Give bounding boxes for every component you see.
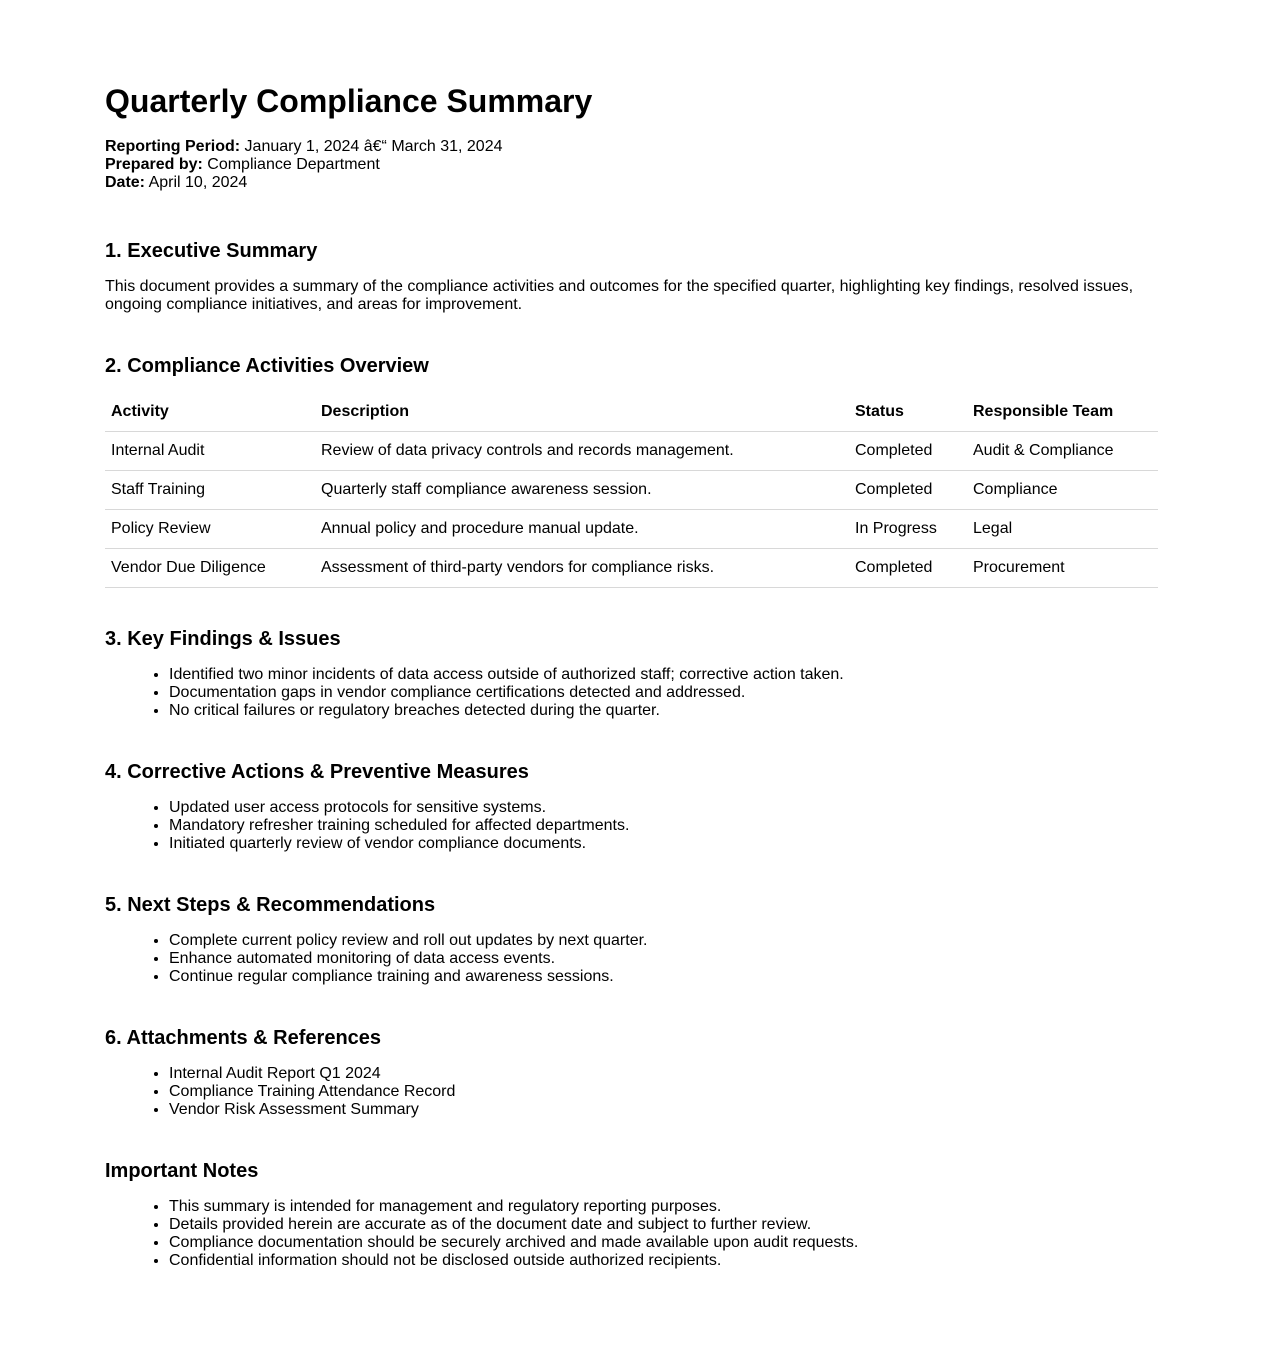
next-steps-section	[105, 893, 1158, 986]
section-heading: 1. Executive Summary	[105, 240, 318, 262]
list-item: • Initiated quarterly review of vendor compliance documents.	[169, 835, 1158, 853]
cell-team: Audit & Compliance	[967, 432, 1158, 471]
list-item: • Updated user access protocols for sensitive systems.	[169, 799, 1158, 817]
table-row	[105, 549, 1158, 588]
attachments-section	[105, 1026, 1158, 1119]
cell-team: Legal	[967, 510, 1158, 549]
notes-section	[105, 1159, 1158, 1270]
list-item: • Vendor Risk Assessment Summary	[169, 1101, 1158, 1119]
column-header-activity: Activity	[105, 392, 315, 432]
reporting-period	[105, 138, 1158, 156]
list-item: • Details provided herein are accurate as of the document date and subject to further review.	[169, 1216, 1158, 1234]
list-item: • No critical failures or regulatory breaches detected during the quarter.	[169, 702, 1158, 720]
section-heading: 5. Next Steps & Recommendations	[105, 894, 436, 916]
prepared-by-value: Compliance Department	[202, 156, 380, 173]
document-date-value: April 10, 2024	[145, 174, 248, 191]
document-date-label: Date:	[105, 174, 146, 191]
cell-activity: Policy Review	[105, 510, 315, 549]
cell-description: Annual policy and procedure manual update.	[315, 510, 849, 549]
cell-description: Review of data privacy controls and records management.	[315, 432, 849, 471]
cell-activity: Vendor Due Diligence	[105, 549, 315, 588]
attachments-list	[105, 1065, 1158, 1119]
table-row	[105, 471, 1158, 510]
cell-activity: Internal Audit	[105, 432, 315, 471]
corrective-list	[105, 799, 1158, 853]
findings-list	[105, 666, 1158, 720]
list-item: • Mandatory refresher training scheduled for affected departments.	[169, 817, 1158, 835]
column-header-team: Responsible Team	[967, 392, 1158, 432]
section-heading: 3. Key Findings & Issues	[105, 628, 341, 650]
list-item: • Identified two minor incidents of data access outside of authorized staff; corrective action taken.	[169, 666, 1158, 684]
section-heading: 6. Attachments & References	[105, 1027, 382, 1049]
prepared-by	[105, 156, 1158, 174]
notes-list	[105, 1198, 1158, 1270]
table-row	[105, 510, 1158, 549]
executive-summary-text: This document provides a summary of the compliance activities and outcomes for the specified quarter, highlighting key findings, resolved issues, ongoing compliance initiatives, and areas for improvement.	[105, 278, 1134, 313]
column-header-description: Description	[315, 392, 849, 432]
cell-description: Quarterly staff compliance awareness session.	[315, 471, 849, 510]
cell-status: Completed	[849, 432, 967, 471]
column-header-status: Status	[849, 392, 967, 432]
executive-summary-section	[105, 239, 1158, 314]
table-header-row	[105, 392, 1158, 432]
list-item: • This summary is intended for management and regulatory reporting purposes.	[169, 1198, 1158, 1216]
cell-description: Assessment of third-party vendors for compliance risks.	[315, 549, 849, 588]
reporting-period-label: Reporting Period:	[105, 138, 241, 155]
list-item: • Compliance documentation should be securely archived and made available upon audit requests.	[169, 1234, 1158, 1252]
next-steps-list	[105, 932, 1158, 986]
list-item: • Compliance Training Attendance Record	[169, 1083, 1158, 1101]
list-item: • Continue regular compliance training and awareness sessions.	[169, 968, 1158, 986]
section-heading: 4. Corrective Actions & Preventive Measures	[105, 761, 529, 783]
list-item: • Internal Audit Report Q1 2024	[169, 1065, 1158, 1083]
list-item: • Documentation gaps in vendor compliance certifications detected and addressed.	[169, 684, 1158, 702]
activities-table	[105, 392, 1158, 588]
list-item: • Confidential information should not be disclosed outside authorized recipients.	[169, 1252, 1158, 1270]
corrective-section	[105, 760, 1158, 853]
table-row	[105, 432, 1158, 471]
prepared-by-label: Prepared by:	[105, 156, 203, 173]
document-date	[105, 174, 1158, 192]
cell-status: In Progress	[849, 510, 967, 549]
document-meta	[105, 138, 1158, 192]
cell-status: Completed	[849, 549, 967, 588]
section-heading: Important Notes	[105, 1160, 259, 1182]
cell-activity: Staff Training	[105, 471, 315, 510]
list-item: • Enhance automated monitoring of data access events.	[169, 950, 1158, 968]
cell-team: Compliance	[967, 471, 1158, 510]
findings-section	[105, 627, 1158, 720]
cell-team: Procurement	[967, 549, 1158, 588]
page-title: Quarterly Compliance Summary	[105, 83, 593, 119]
reporting-period-value: January 1, 2024 â€“ March 31, 2024	[240, 138, 503, 155]
cell-status: Completed	[849, 471, 967, 510]
activities-section	[105, 354, 1158, 588]
list-item: • Complete current policy review and roll out updates by next quarter.	[169, 932, 1158, 950]
section-heading: 2. Compliance Activities Overview	[105, 355, 429, 377]
